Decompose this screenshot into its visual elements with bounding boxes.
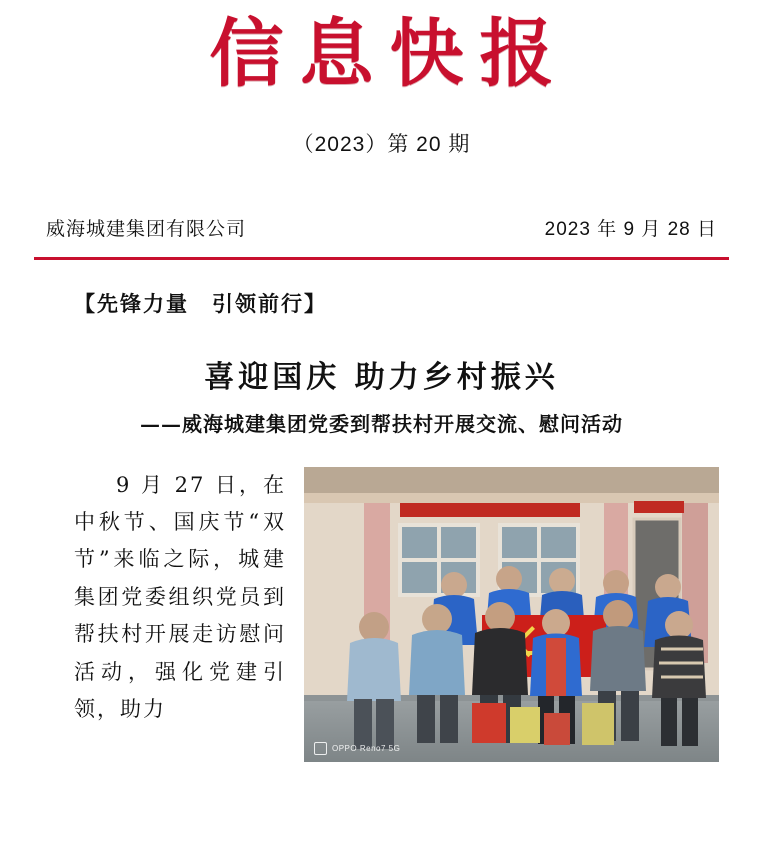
header-divider bbox=[34, 257, 729, 260]
article-headline: 喜迎国庆 助力乡村振兴 bbox=[204, 359, 559, 395]
publisher-row bbox=[46, 214, 717, 241]
masthead bbox=[0, 0, 763, 158]
issue-number: （2023）第 20 期 bbox=[292, 132, 471, 156]
photo-watermark-text: OPPO Reno7 5G bbox=[332, 743, 401, 753]
masthead-title: 信息快报 bbox=[209, 11, 570, 97]
article-subheadline: ——威海城建集团党委到帮扶村开展交流、慰问活动 bbox=[140, 411, 623, 436]
article-text-column bbox=[74, 467, 286, 729]
article-photo bbox=[304, 467, 719, 762]
article-body-area bbox=[0, 467, 763, 762]
column-heading: 【先锋力量 引领前行】 bbox=[74, 290, 327, 316]
company-name: 威海城建集团有限公司 bbox=[46, 218, 247, 240]
article-paragraph: 9 月 27 日，在中秋节、国庆节“双节”来临之际，城建集团党委组织党员到帮扶村开展走访慰问活动，强化党建引领，助力 bbox=[74, 472, 286, 721]
camera-logo-icon bbox=[314, 742, 327, 755]
issue-date: 2023 年 9 月 28 日 bbox=[544, 218, 717, 240]
photo-watermark bbox=[314, 742, 400, 755]
